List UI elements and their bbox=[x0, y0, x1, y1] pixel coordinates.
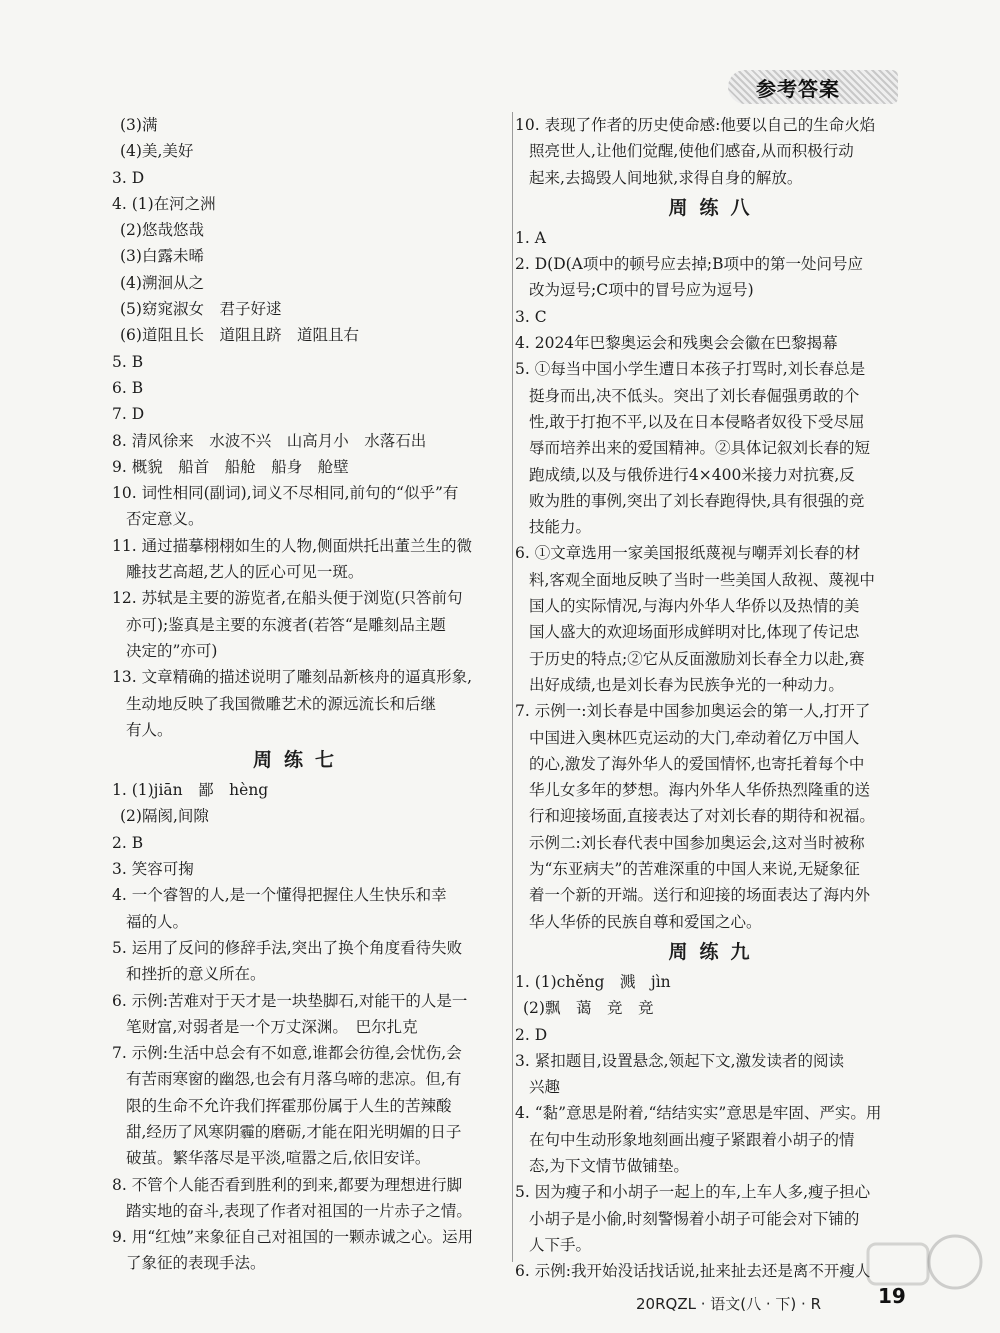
answer-line: 亦可);鉴真是主要的东渡者(若答“是雕刻品主题 bbox=[126, 615, 446, 634]
section-heading: 周练七 bbox=[252, 749, 346, 772]
answer-line: 限的生命不允许我们挥霍那份属于人生的苦辣酸 bbox=[126, 1096, 452, 1115]
answer-line: 和挫折的意义所在。 bbox=[126, 965, 266, 984]
left-column bbox=[112, 112, 487, 1277]
answer-line: 5. 因为瘦子和小胡子一起上的车,上车人多,瘦子担心 bbox=[515, 1183, 871, 1202]
answer-line: 1. (1)chěng 溅 jìn bbox=[515, 972, 671, 991]
answer-line: (3)白露未晞 bbox=[120, 247, 204, 266]
answer-line: 改为逗号;C项中的冒号应为逗号) bbox=[529, 281, 754, 300]
answer-line: 起来,去捣毁人间地狱,求得自身的解放。 bbox=[529, 168, 803, 187]
answer-line: (6)道阻且长 道阻且跻 道阻且右 bbox=[120, 326, 359, 345]
answer-line: 5. 运用了反问的修辞手法,突出了换个角度看待失败 bbox=[112, 938, 463, 957]
answer-line: 败为胜的事例,突出了刘长春跑得快,具有很强的竞 bbox=[529, 491, 865, 510]
answer-line: 5. B bbox=[112, 352, 144, 371]
answer-line: 的心,激发了海外华人的爱国情怀,也寄托着每个中 bbox=[529, 754, 865, 773]
answer-line: (4)美,美好 bbox=[120, 142, 194, 161]
answer-line: 技能力。 bbox=[529, 518, 592, 537]
answer-line: 7. 示例:生活中总会有不如意,谁都会彷徨,会忧伤,会 bbox=[112, 1044, 462, 1063]
answer-line: 出好成绩,也是刘长春为民族争光的一种动力。 bbox=[529, 675, 844, 694]
answer-line: 华人华侨的民族自尊和爱国之心。 bbox=[529, 912, 762, 931]
answer-line: 为“东亚病夫”的苦难深重的中国人来说,无疑象征 bbox=[529, 860, 860, 879]
answer-line: 2. D(D(A项中的顿号应去掉;B项中的第一处问号应 bbox=[515, 255, 863, 274]
answer-line: 决定的”亦可) bbox=[126, 641, 218, 660]
answer-line: 照亮世人,让他们觉醒,使他们感奋,从而积极行动 bbox=[529, 142, 854, 161]
answer-line: 雕技艺高超,艺人的匠心可见一斑。 bbox=[126, 563, 364, 582]
answer-line: 1. A bbox=[515, 228, 546, 247]
answer-line: 3. D bbox=[112, 168, 145, 187]
answer-line: 生动地反映了我国微雕艺术的源远流长和后继 bbox=[126, 694, 437, 713]
answer-line: 着一个新的开端。送行和迎接的场面表达了海内外 bbox=[529, 886, 871, 905]
answer-line: 华儿女多年的梦想。海内外华人华侨热烈隆重的送 bbox=[529, 781, 871, 800]
page-number: 19 bbox=[878, 1284, 906, 1308]
answer-line: 8. 清风徐来 水波不兴 山高月小 水落石出 bbox=[112, 431, 427, 450]
answer-line: (2)隔阂,间隙 bbox=[120, 807, 209, 826]
answer-line: 在句中生动形象地刻画出瘦子紧跟着小胡子的情 bbox=[529, 1130, 855, 1149]
answer-line: 7. 示例一:刘长春是中国参加奥运会的第一人,打开了 bbox=[515, 702, 871, 721]
answer-line: 否定意义。 bbox=[126, 510, 204, 529]
answer-line: (2)悠哉悠哉 bbox=[120, 221, 204, 240]
answer-line: 4. (1)在河之洲 bbox=[112, 194, 216, 213]
answer-line: 有苦雨寒窗的幽怨,也会有月落乌啼的悲凉。但,有 bbox=[126, 1070, 462, 1089]
answer-line: 跑成绩,以及与俄侨进行4×400米接力对抗赛,反 bbox=[529, 465, 855, 484]
answer-line: 4. “黏”意思是附着,“结结实实”意思是牢固、严实。用 bbox=[515, 1104, 882, 1123]
answer-line: (2)飘 蔼 竞 竞 bbox=[523, 999, 654, 1018]
answer-line: 6. 示例:我开始没话找话说,扯来扯去还是离不开瘦人 bbox=[515, 1262, 871, 1281]
answer-line: 小胡子是小偷,时刻警惕着小胡子可能会对下铺的 bbox=[529, 1209, 860, 1228]
answer-line: 挺身而出,决不低头。突出了刘长春倔强勇敢的个 bbox=[529, 386, 860, 405]
answer-line: 6. B bbox=[112, 378, 144, 397]
answer-line: (4)溯洄从之 bbox=[120, 273, 204, 292]
answer-line: 6. 示例:苦难对于天才是一块垫脚石,对能干的人是一 bbox=[112, 991, 468, 1010]
answer-key-title: 参考答案 bbox=[756, 77, 840, 101]
answer-line: 6. ①文章选用一家美国报纸蔑视与嘲弄刘长春的材 bbox=[515, 544, 861, 563]
answer-line: 有人。 bbox=[126, 720, 173, 739]
answer-line: 7. D bbox=[112, 405, 145, 424]
answer-key-badge bbox=[728, 70, 898, 104]
answer-line: 4. 2024年巴黎奥运会和残奥会会徽在巴黎揭幕 bbox=[515, 334, 838, 353]
answer-line: 2. D bbox=[515, 1025, 548, 1044]
answer-line: (3)满 bbox=[120, 116, 158, 134]
answer-line: 态,为下文情节做铺垫。 bbox=[529, 1156, 689, 1175]
answer-line: 11. 通过描摹栩栩如生的人物,侧面烘托出董兰生的微 bbox=[112, 536, 473, 555]
answer-line: 4. 一个睿智的人,是一个懂得把握住人生快乐和幸 bbox=[112, 886, 447, 905]
answer-line: 福的人。 bbox=[126, 912, 189, 931]
answer-line: 12. 苏轼是主要的游览者,在船头便于浏览(只答前句 bbox=[112, 589, 463, 608]
answer-line: 8. 不管个人能否看到胜利的到来,都要为理想进行脚 bbox=[112, 1175, 463, 1194]
section-heading: 周练八 bbox=[668, 196, 762, 219]
answer-line: 踏实地的奋斗,表现了作者对祖国的一片赤子之情。 bbox=[126, 1201, 472, 1220]
answer-line: 行和迎接场面,直接表达了对刘长春的期待和祝福。 bbox=[529, 807, 875, 826]
answer-line: 甜,经历了风寒阴霾的磨砺,才能在阳光明媚的日子 bbox=[126, 1122, 462, 1141]
answer-line: 3. C bbox=[515, 307, 547, 326]
answer-line: 9. 概貌 船首 船舱 船身 舱壁 bbox=[112, 457, 349, 476]
answer-line: 3. 笑容可掬 bbox=[112, 860, 194, 879]
answer-line: 笔财富,对弱者是一个万丈深渊。 巴尔扎克 bbox=[126, 1017, 418, 1036]
answer-line: 辱而培养出来的爱国精神。②具体记叙刘长春的短 bbox=[529, 439, 871, 458]
answer-line: 2. B bbox=[112, 833, 144, 852]
answer-line: 性,敢于打抱不平,以及在日本侵略者奴役下受尽屈 bbox=[529, 412, 865, 431]
answer-line: 了象征的表现手法。 bbox=[126, 1254, 266, 1273]
answer-line: 于历史的特点;②它从反面激励刘长春全力以赴,赛 bbox=[529, 649, 865, 668]
answer-line: 中国进入奥林匹克运动的大门,牵动着亿万中国人 bbox=[529, 728, 860, 747]
answer-line: 5. ①每当中国小学生遭日本孩子打骂时,刘长春总是 bbox=[515, 360, 866, 379]
answer-line: 人下手。 bbox=[529, 1235, 592, 1254]
answer-line: 料,客观全面地反映了当时一些美国人敌视、蔑视中 bbox=[529, 570, 875, 589]
answer-line: 国人的实际情况,与海内外华人华侨以及热情的美 bbox=[529, 597, 860, 616]
answer-line: 国人盛大的欢迎场面形成鲜明对比,体现了传记忠 bbox=[529, 623, 860, 642]
answer-line: 3. 紧扣题目,设置悬念,领起下文,激发读者的阅读 bbox=[515, 1051, 844, 1070]
watermark-logo bbox=[860, 1230, 990, 1320]
answer-line: 示例二:刘长春代表中国参加奥运会,这对当时被称 bbox=[529, 833, 865, 852]
answer-line: 1. (1)jiān 鄙 hèng bbox=[112, 781, 269, 800]
right-column bbox=[512, 112, 915, 1281]
answer-line: 13. 文章精确的描述说明了雕刻品新核舟的逼真形象, bbox=[112, 668, 473, 687]
answer-line: 10. 词性相同(副词),词义不尽相同,前句的“似乎”有 bbox=[112, 484, 459, 503]
answer-line: 兴趣 bbox=[529, 1078, 561, 1097]
answer-line: (5)窈窕淑女 君子好逑 bbox=[120, 300, 282, 319]
answer-line: 10. 表现了作者的历史使命感:他要以自己的生命火焰 bbox=[515, 116, 876, 134]
answer-line: 9. 用“红烛”来象征自己对祖国的一颗赤诚之心。运用 bbox=[112, 1228, 474, 1247]
answer-line: 破茧。繁华落尽是平淡,喧嚣之后,依旧安详。 bbox=[126, 1149, 431, 1168]
section-heading: 周练九 bbox=[668, 940, 762, 963]
footer-book-code: 20RQZL · 语文(八 · 下) · R bbox=[636, 1295, 821, 1313]
